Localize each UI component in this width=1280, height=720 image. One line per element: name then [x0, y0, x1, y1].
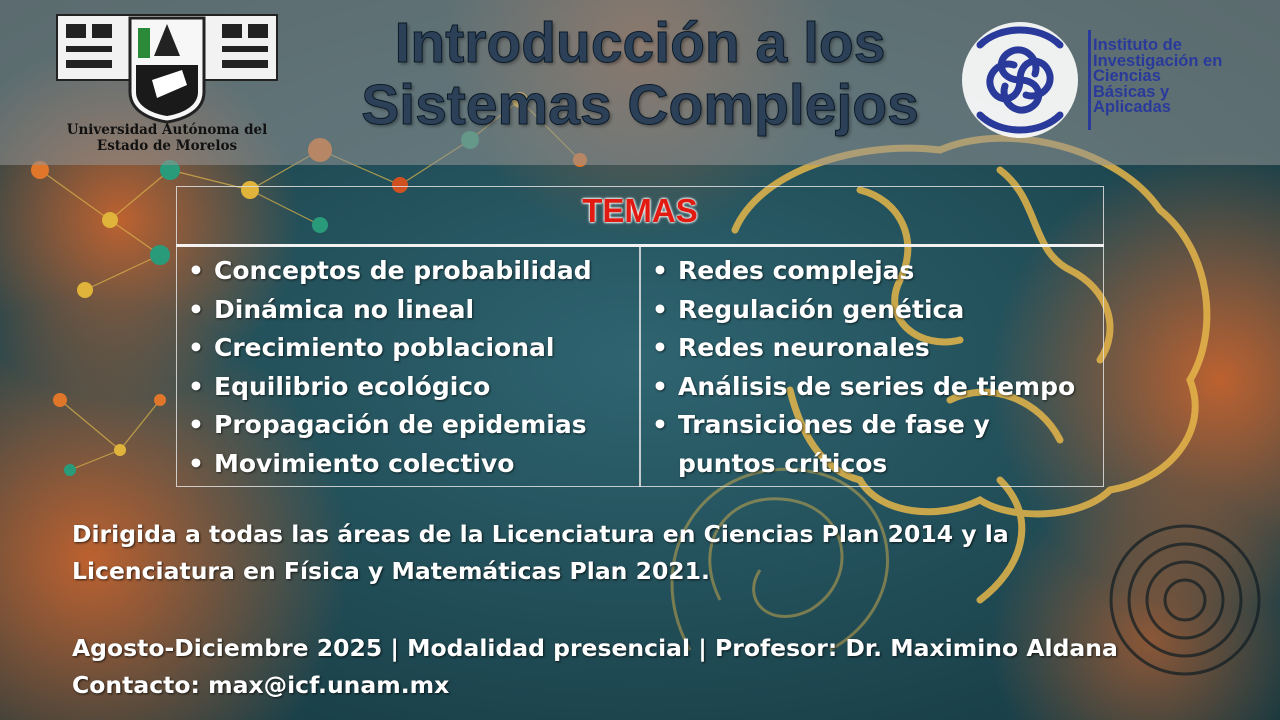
bullet-icon: •	[188, 371, 204, 401]
university-name	[52, 122, 282, 154]
title-line1: Introducción a los	[394, 11, 886, 75]
bullet-icon: •	[652, 371, 668, 401]
institute-line4: Básicas y	[1093, 82, 1170, 101]
university-name-line1: Universidad Autónoma del	[66, 122, 268, 138]
topics-left-list	[180, 252, 640, 483]
topic-item	[180, 329, 640, 368]
topic-label: Crecimiento poblacional	[214, 333, 555, 362]
audience-line1: Dirigida a todas las áreas de la Licenciatura en Ciencias Plan 2014 y la	[72, 520, 1009, 548]
topic-item	[644, 406, 1008, 483]
topic-item	[644, 329, 1099, 368]
topic-label: Movimiento colectivo	[214, 448, 515, 478]
course-dates: Agosto-Diciembre 2025 |	[72, 634, 399, 662]
topic-label: Transiciones de fase y puntos críticos	[678, 410, 990, 478]
topic-label: Equilibrio ecológico	[214, 371, 491, 401]
institute-line3: Ciencias	[1093, 67, 1161, 85]
bullet-icon: •	[188, 448, 204, 478]
topic-label: Análisis de series de tiempo	[678, 371, 1076, 401]
iicba-spiral-logo	[960, 15, 1080, 145]
audience-text	[72, 516, 1222, 590]
institute-divider	[1088, 30, 1091, 130]
topic-item	[180, 368, 640, 407]
topic-item	[180, 252, 640, 291]
bullet-icon: •	[188, 256, 204, 285]
course-info-line	[72, 630, 1272, 667]
audience-line2: Licenciatura en Física y Matemáticas Plan 2021.	[72, 557, 710, 585]
topic-item	[644, 252, 1099, 291]
institute-line5: Aplicadas	[1093, 98, 1171, 116]
page-title	[300, 12, 980, 136]
topic-item	[644, 368, 1099, 407]
topics-right-list	[644, 252, 1099, 483]
course-professor: Profesor: Dr. Maximino Aldana	[715, 634, 1118, 662]
institute-name	[1093, 38, 1273, 116]
topics-heading: TEMAS	[582, 192, 698, 229]
topic-label: Redes neuronales	[678, 333, 930, 362]
course-info	[72, 630, 1272, 704]
topic-label: Propagación de epidemias	[214, 410, 587, 439]
topic-label: Dinámica no lineal	[214, 294, 475, 324]
topic-item	[180, 291, 640, 330]
topic-label: Regulación genética	[678, 294, 965, 324]
bullet-icon: •	[652, 294, 668, 324]
contact-email: Contacto: max@icf.unam.mx	[72, 671, 450, 699]
institute-line1: Instituto de	[1093, 36, 1182, 54]
topic-label: Conceptos de probabilidad	[214, 256, 592, 285]
university-name-line2: Estado de Morelos	[96, 138, 238, 154]
topic-label: Redes complejas	[678, 256, 915, 285]
bullet-icon: •	[652, 256, 668, 285]
bullet-icon: •	[188, 410, 204, 439]
bullet-icon: •	[652, 410, 668, 439]
topic-item	[180, 445, 640, 484]
topic-item	[644, 291, 1099, 330]
title-line2: Sistemas Complejos	[361, 73, 919, 137]
bullet-icon: •	[188, 333, 204, 362]
course-modality: Modalidad presencial |	[407, 634, 707, 662]
bullet-icon: •	[652, 333, 668, 362]
institute-line2: Investigación en	[1093, 51, 1223, 70]
bullet-icon: •	[188, 294, 204, 324]
topic-item	[180, 406, 640, 445]
